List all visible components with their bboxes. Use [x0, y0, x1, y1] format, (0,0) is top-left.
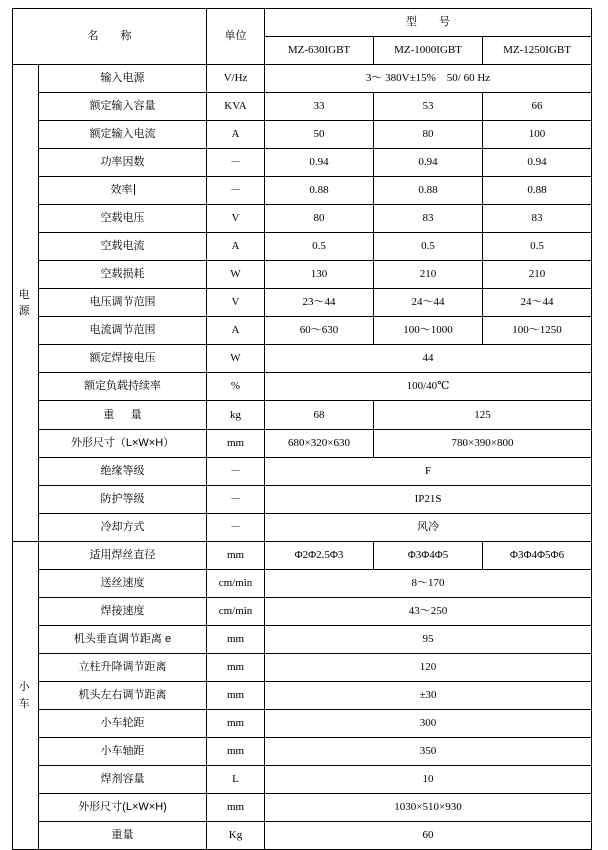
row-value: IP21S — [265, 486, 592, 514]
row-value: 95 — [265, 626, 592, 654]
row-value: 680×320×630 — [265, 430, 374, 458]
table-row — [13, 430, 592, 458]
table-row — [13, 261, 592, 289]
table-header-row — [13, 9, 592, 37]
row-label: 机头垂直调节距离 e — [39, 626, 207, 654]
row-value: 33 — [265, 93, 374, 121]
row-label: 冷却方式 — [39, 514, 207, 542]
row-value: 350 — [265, 738, 592, 766]
row-value: 0.88 — [483, 177, 592, 205]
table-row — [13, 317, 592, 345]
row-label: 重量 — [39, 822, 207, 850]
row-unit: mm — [207, 654, 265, 682]
header-model-1: MZ-630IGBT — [265, 37, 374, 65]
table-row — [13, 205, 592, 233]
row-value: 100～1250 — [483, 317, 592, 345]
row-unit: － — [207, 514, 265, 542]
row-unit: － — [207, 177, 265, 205]
row-value: Φ3Φ4Φ5Φ6 — [483, 542, 592, 570]
row-value: 83 — [483, 205, 592, 233]
row-label: 机头左右调节距离 — [39, 682, 207, 710]
row-unit: A — [207, 121, 265, 149]
row-value: 125 — [374, 401, 592, 430]
row-value: 10 — [265, 766, 592, 794]
row-value: 3～ 380V±15% 50/ 60 Hz — [265, 65, 592, 93]
row-value: Φ2Φ2.5Φ3 — [265, 542, 374, 570]
table-row — [13, 682, 592, 710]
row-value: 风冷 — [265, 514, 592, 542]
row-value: 100～1000 — [374, 317, 483, 345]
row-label: 输入电源 — [39, 65, 207, 93]
row-value: 60 — [265, 822, 592, 850]
row-unit: mm — [207, 794, 265, 822]
row-label: 小车轴距 — [39, 738, 207, 766]
row-label: 适用焊丝直径 — [39, 542, 207, 570]
table-row — [13, 570, 592, 598]
row-value: Φ3Φ4Φ5 — [374, 542, 483, 570]
row-label: 功率因数 — [39, 149, 207, 177]
table-row — [13, 486, 592, 514]
row-label: 防护等级 — [39, 486, 207, 514]
row-unit: mm — [207, 626, 265, 654]
table-row — [13, 710, 592, 738]
header-name: 名 称 — [13, 9, 207, 65]
row-value: 23～44 — [265, 289, 374, 317]
table-row — [13, 177, 592, 205]
row-value: 210 — [374, 261, 483, 289]
row-value: 100/40℃ — [265, 373, 592, 401]
group-label-carriage: 小车 — [13, 542, 39, 850]
row-label: 外形尺寸(L×W×H) — [39, 794, 207, 822]
row-value: 53 — [374, 93, 483, 121]
row-unit: mm — [207, 430, 265, 458]
row-value: F — [265, 458, 592, 486]
row-label: 重 量 — [39, 401, 207, 430]
row-unit: W — [207, 261, 265, 289]
row-value: ±30 — [265, 682, 592, 710]
group-label-power: 电源 — [13, 65, 39, 542]
row-unit: L — [207, 766, 265, 794]
row-value: 300 — [265, 710, 592, 738]
row-label: 电压调节范围 — [39, 289, 207, 317]
row-label: 额定焊接电压 — [39, 345, 207, 373]
row-unit: KVA — [207, 93, 265, 121]
row-unit: kg — [207, 401, 265, 430]
row-value: 68 — [265, 401, 374, 430]
row-unit: － — [207, 149, 265, 177]
table-row — [13, 654, 592, 682]
row-unit: % — [207, 373, 265, 401]
row-value: 0.88 — [374, 177, 483, 205]
row-label: 电流调节范围 — [39, 317, 207, 345]
row-value: 8～170 — [265, 570, 592, 598]
row-label: 额定输入电流 — [39, 121, 207, 149]
header-model-2: MZ-1000IGBT — [374, 37, 483, 65]
row-unit: W — [207, 345, 265, 373]
row-value: 130 — [265, 261, 374, 289]
row-value: 66 — [483, 93, 592, 121]
table-row — [13, 289, 592, 317]
table-row — [13, 794, 592, 822]
row-value: 83 — [374, 205, 483, 233]
table-row — [13, 458, 592, 486]
table-row — [13, 542, 592, 570]
row-unit: Kg — [207, 822, 265, 850]
table-row — [13, 121, 592, 149]
table-row — [13, 766, 592, 794]
row-value: 50 — [265, 121, 374, 149]
row-label: 立柱升降调节距离 — [39, 654, 207, 682]
row-unit: V — [207, 205, 265, 233]
row-value: 43～250 — [265, 598, 592, 626]
row-value: 0.94 — [374, 149, 483, 177]
row-unit: cm/min — [207, 570, 265, 598]
row-value: 0.94 — [265, 149, 374, 177]
row-unit: mm — [207, 542, 265, 570]
row-value: 80 — [265, 205, 374, 233]
table-row — [13, 514, 592, 542]
table-row — [13, 93, 592, 121]
row-unit: － — [207, 486, 265, 514]
table-row — [13, 373, 592, 401]
row-unit: A — [207, 317, 265, 345]
row-value: 24～44 — [483, 289, 592, 317]
table-row — [13, 738, 592, 766]
row-value: 60～630 — [265, 317, 374, 345]
table-row — [13, 822, 592, 850]
row-label: 绝缘等级 — [39, 458, 207, 486]
row-value: 0.5 — [265, 233, 374, 261]
row-unit: V/Hz — [207, 65, 265, 93]
table-row — [13, 65, 592, 93]
row-label: 空载损耗 — [39, 261, 207, 289]
row-unit: V — [207, 289, 265, 317]
row-label: 额定输入容量 — [39, 93, 207, 121]
row-label: 空载电压 — [39, 205, 207, 233]
spec-sheet — [0, 8, 608, 842]
row-unit: A — [207, 233, 265, 261]
row-label: 焊接速度 — [39, 598, 207, 626]
row-value: 210 — [483, 261, 592, 289]
table-row — [13, 345, 592, 373]
row-value: 100 — [483, 121, 592, 149]
row-value: 1030×510×930 — [265, 794, 592, 822]
header-model-3: MZ-1250IGBT — [483, 37, 592, 65]
row-value: 80 — [374, 121, 483, 149]
row-label: 送丝速度 — [39, 570, 207, 598]
row-value: 780×390×800 — [374, 430, 592, 458]
row-label: 焊剂容量 — [39, 766, 207, 794]
specification-table — [12, 8, 592, 850]
row-value: 0.5 — [374, 233, 483, 261]
row-value: 0.5 — [483, 233, 592, 261]
header-model-group: 型 号 — [265, 9, 592, 37]
row-label: 空载电流 — [39, 233, 207, 261]
table-row — [13, 233, 592, 261]
table-row — [13, 598, 592, 626]
row-value: 0.88 — [265, 177, 374, 205]
row-unit: mm — [207, 710, 265, 738]
table-row — [13, 149, 592, 177]
row-value: 44 — [265, 345, 592, 373]
row-label: 小车轮距 — [39, 710, 207, 738]
header-unit: 单位 — [207, 9, 265, 65]
table-row — [13, 401, 592, 430]
row-unit: mm — [207, 738, 265, 766]
row-label: 额定负载持续率 — [39, 373, 207, 401]
row-value: 0.94 — [483, 149, 592, 177]
row-unit: － — [207, 458, 265, 486]
text-caret — [134, 184, 135, 195]
row-unit: mm — [207, 682, 265, 710]
row-label: 外形尺寸（L×W×H） — [39, 430, 207, 458]
row-value: 24～44 — [374, 289, 483, 317]
row-label: 效率 — [39, 177, 207, 205]
table-row — [13, 626, 592, 654]
row-value: 120 — [265, 654, 592, 682]
row-unit: cm/min — [207, 598, 265, 626]
